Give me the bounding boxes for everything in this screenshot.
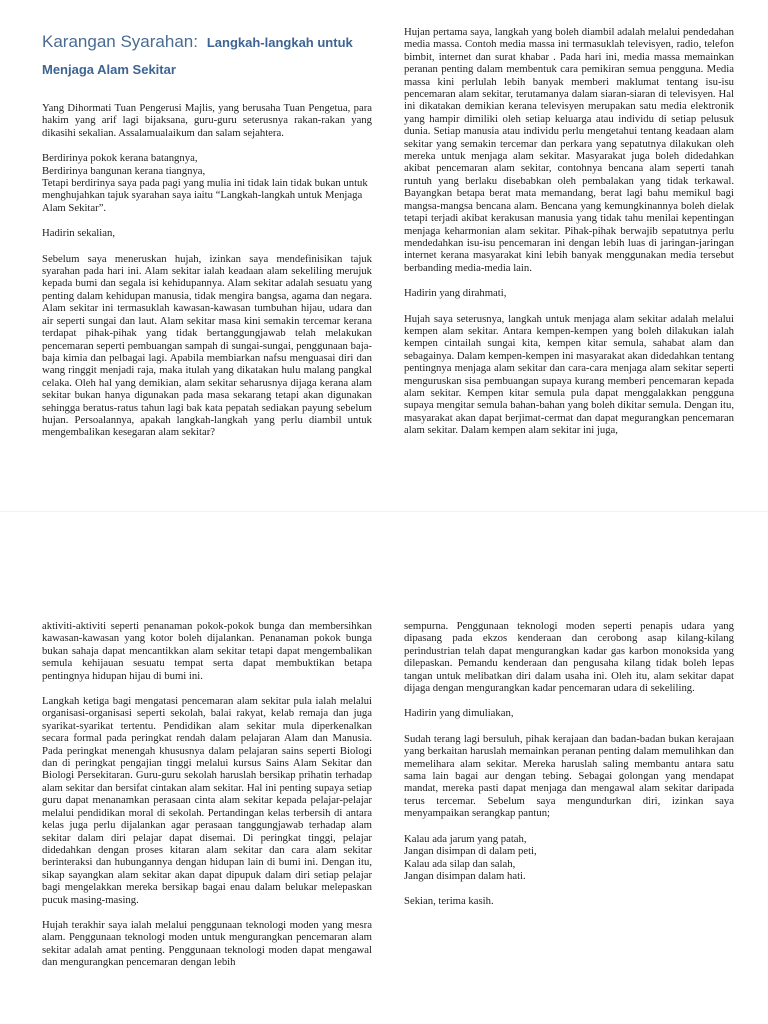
title-topic: Langkah-langkah untuk Menjaga Alam Sekitar — [42, 35, 353, 77]
teknologi-continuation-paragraph: sempurna. Penggunaan teknologi moden seperti penapis udara yang dipasang pada ekzos kenderaan dan cerobong asap kilang-kilang perindustrian telah dapat mengurangkan kadar gas karbon monoksida yang dilepaskan. Pemandu kenderaan dan pengusaha kilang tidak boleh lepas tangan untuk melibatkan diri dalam usaha ini. Oleh itu, alam sekitar dapat dijaga dengan mengurangkan kadar pencemaran udara di sekeliling. — [404, 620, 734, 695]
address-line: Hadirin sekalian, — [42, 227, 116, 240]
page-2-right-column — [404, 620, 734, 1024]
closing-line: Sekian, terima kasih. — [404, 895, 494, 908]
teknologi-paragraph: Hujah terakhir saya ialah melalui penggunaan teknologi moden yang mesra alam. Penggunaan teknologi moden untuk mengurangkan pencemaran alam sekitar adalah amat penting. Penggunaan teknologi moden dapat mengawal dan mengurangkan pencemaran dengan lebih — [42, 918, 372, 969]
address-line: Hadirin yang dimuliakan, — [404, 707, 514, 720]
salutation-paragraph: Yang Dihormati Tuan Pengerusi Majlis, yang berusaha Tuan Pengetua, para hakim yang arif lagi bijaksana, guru-guru seterusnya rakan-rakan yang dikasihi sekalian. Assalamualaikum dan salam sejahtera. — [42, 102, 372, 139]
media-massa-paragraph: Hujan pertama saya, langkah yang boleh diambil adalah melalui pendedahan media massa. Contoh media massa ini termasuklah televisyen, radio, telefon bimbit, internet dan surat khabar . Pada hari ini, media massa memainkan peranan penting dalam membentuk cara pemikiran semua pengguna. Media massa kini perlulah lebih banyak memberi maklumat tentang isu-isu pencemaran alam sekitar, terutamanya dalam siaran-siaran di televisyen. Hal ini dikatakan demikian kerana televisyen merupakan satu media elektronik yang hampir dimiliki oleh setiap keluarga atau individu di setiap pelusuk dunia. Setiap manusia atau individu perlu mengetahui tentang keadaan alam sekitar yang semakin tercemar dan perkara yang sepatutnya dilakukan oleh mereka untuk menjaga alam sekitar. Masyarakat juga boleh didedahkan akibat pencemaran alam sekitar, contohnya bencana alam seperti tanah runtuh yang berlaku disebabkan oleh pembalakan yang tidak terkawal. Bayangkan betapa berat mata memandang, berat lagi bahu memikul bagi mangsa-mangsa bencana alam. Bencana yang kemungkinannya boleh dielak tetapi terjadi akibat kerakusan manusia yang tidak tahu menilai kepentingan menjaga keharmonian alam sekitar. Pihak-pihak berwajib sepatutnya perlu mendedahkan isu-isu pencemaran ini dengan lebih luas di jaringan-jaringan internet kerana masyarakat kini lebih banyak menggunakan media tersebut berbanding media-media lain. — [404, 26, 734, 274]
pantun-verse: Kalau ada jarum yang patah, Jangan disimpan di dalam peti, Kalau ada silap dan salah, Jangan disimpan dalam hati. — [404, 832, 537, 882]
page-2-left-column — [42, 620, 372, 1024]
organisasi-paragraph: Langkah ketiga bagi mengatasi pencemaran alam sekitar pula ialah melalui organisasi-organisasi seperti sekolah, balai rakyat, kelab remaja dan juga syarikat-syarikat tertentu. Pendidikan alam sekitar mula diperkenalkan secara formal pada peringkat rendah dalam pelajaran Alam dan Manusia. Pada peringkat menengah khususnya dalam pelajaran sains seperti Biologi dan di peringkat pengajian tinggi melalui kursus Sains Alam Sekitar dan Biologi Persekitaran. Guru-guru sekolah haruslah bersikap prihatin terhadap alam sekitar dan bersifat cintakan alam sekitar. Hal ini penting supaya setiap guru dapat menanamkan perasaan cinta alam sekitar kepada pelajar-pelajar melalui pendidikan moral di sekolah. Pertandingan kelas terbersih di antara kelas juga perlu dijalankan agar perasaan tanggungjawab terhadap alam sekitar dalam diri pelajar dapat disemai. Di peringkat tinggi, pelajar didedahkan dengan proses kitaran alam sekitar dan cara alam sekitar berinteraksi dan hubungannya dengan hidupan lain di bumi ini. Dengan itu, sikap sayangkan alam sekitar akan dapat dipupuk dalam diri setiap pelajar bagi mengelakkan mereka bersikap bagai enau dalam belukar melepaskan pucuk masing-masing. — [42, 695, 372, 906]
page-1-left-column — [42, 26, 372, 512]
conclusion-paragraph: Sudah terang lagi bersuluh, pihak kerajaan dan badan-badan bukan kerajaan yang berkaitan haruslah memainkan peranan penting dalam memulihkan dan memelihara alam sekitar. Mereka haruslah saling membantu antara satu sama lain bagai aur dengan tebing. Sebagai golongan yang mendapat mandat, mereka pasti dapat menjaga dan mengawal alam sekitar daripada terus tercemar. Sebelum saya mengundurkan diri, izinkan saya menyampaikan serangkap pantun; — [404, 732, 734, 820]
document-title — [42, 26, 372, 80]
kempen-paragraph: Hujah saya seterusnya, langkah untuk menjaga alam sekitar adalah melalui kempen alam sekitar. Antara kempen-kempen yang boleh dilakukan ialah kempen cintailah sungai kita, kempen kitar semula, sahabat alam dan sebagainya. Dalam kempen-kempen ini masyarakat akan didedahkan tentang pentingnya menjaga alam sekitar dan cara-cara menjaga alam sekitar seperti menguruskan sisa pembuangan supaya kurang memberi pencemaran kepada alam sekitar. Kempen kitar semula pula dapat menggalakkan pengguna supaya mengitar semula bahan-bahan yang boleh dikitar semula. Dengan itu, masyarakat akan dapat berjimat-cermat dan dapat megurangkan pencemaran alam sekitar. Dalam kempen alam sekitar ini juga, — [404, 312, 734, 437]
kempen-continuation-paragraph: aktiviti-aktiviti seperti penanaman pokok-pokok bunga dan membersihkan kawasan-kawasan yang kotor boleh dijalankan. Penanaman pokok bunga bukan sahaja dapat mencantikkan alam sekitar tetapi dapat mengembalikan semula kehijauan sesuatu tempat serta dapat membuktikan betapa pentingnya hidupan hijau di bumi ini. — [42, 620, 372, 682]
introduction-paragraph: Sebelum saya meneruskan hujah, izinkan saya mendefinisikan tajuk syarahan pada hari ini. Alam sekitar ialah keadaan alam sekeliling merujuk kepada bumi dan segala isi kehidupannya. Alam sekitar adalah sesuatu yang penting dalam kehidupan manusia, tidak mengira bangsa, agama dan negara. Alam sekitar ini termasuklah kawasan-kawasan tumbuhan hijau, udara dan air seperti sungai dan laut. Alam sekitar masa kini semakin tercemar kerana terdapat pihak-pihak yang tidak bertanggungjawab telah melakukan pencemaran seperti pembuangan sampah di sungai-sungai, penggunaan baja-baja kimia dan pelbagai lagi. Apabila membiarkan nafsu menguasai diri dan wang ringgit menjadi raja, maka itulah yang dikatakan hulu malang pangkal celaka. Oleh hal yang demikian, alam sekitar seharusnya dijaga kerana alam sekitar bukan hanya digunakan pada masa sekarang tetapi akan digunakan sehingga beratus-ratus tahun lagi bak kata pepatah sediakan payung sebelum hujan. Persoalannya, apakah langkah-langkah yang perlu diambil untuk mengembalikan kesegaran alam sekitar? — [42, 252, 372, 439]
page-1-right-column — [404, 26, 734, 512]
opening-verse-paragraph: Berdirinya pokok kerana batangnya, Berdirinya bangunan kerana tiangnya, Tetapi berdirinya saya pada pagi yang mulia ini tidak lain tidak bukan untuk menghujahkan tajuk syarahan saya iaitu “Langkah-langkah untuk Menjaga Alam Sekitar”. — [42, 152, 368, 214]
title-lead: Karangan Syarahan: — [42, 32, 198, 51]
address-line: Hadirin yang dirahmati, — [404, 287, 507, 300]
page-2 — [0, 512, 768, 1024]
